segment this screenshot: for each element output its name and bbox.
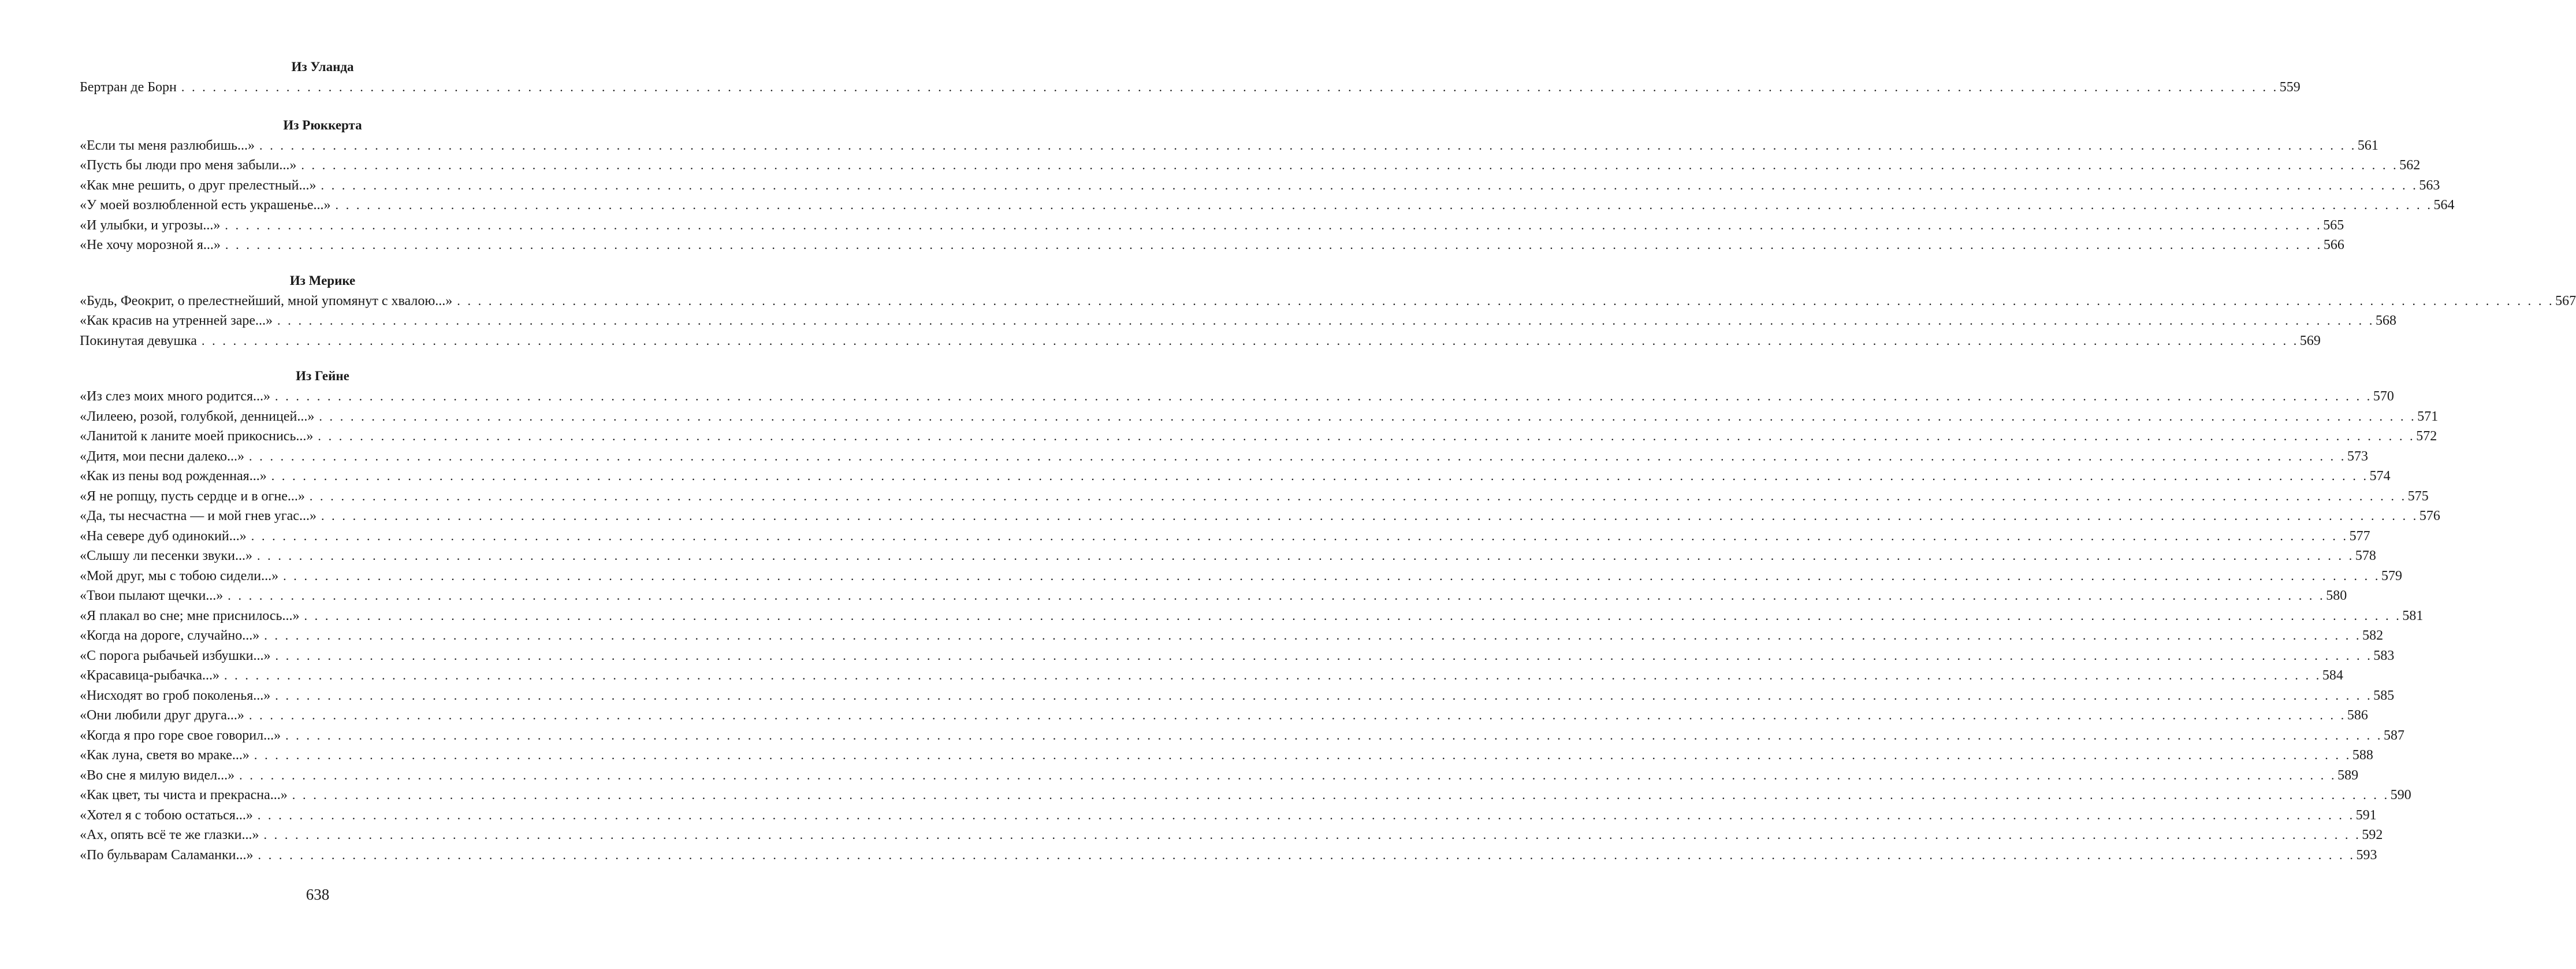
toc-entry: [80, 686, 2395, 706]
dot-leader: . . . . . . . . . . . . . . . . . . . . . . . . . . . . . . . . . . . . . . . . . . . . . . . . . . . . . . . . . . . . . . . . . . . . . . . . . . . . . . . . . . . . . . . . . . . . . . . . . . . . . . . . . . . . . . . . . . . . . . . . . . . . . . . . . . . . . . . . . . . . . . . . . . . . . . . . . . . . . . . . . . . . . . . . . . . . . . . . . . . . . . . . . . . . . . . . . . . . . . . .: [457, 293, 2555, 308]
entry-page-number: 581: [2402, 608, 2424, 623]
section-heading: Из Рюккерта: [283, 117, 362, 132]
entry-title: «Во сне я милую видел...»: [80, 767, 235, 783]
toc-entry: [80, 506, 2440, 526]
toc-entry: [80, 785, 2411, 805]
entry-page-number: 578: [2355, 548, 2376, 563]
entry-page-number: 591: [2355, 807, 2377, 823]
entry-title: «И улыбки, и угрозы...»: [80, 217, 221, 233]
entry-page-number: 567: [2555, 293, 2576, 309]
dot-leader: . . . . . . . . . . . . . . . . . . . . . . . . . . . . . . . . . . . . . . . . . . . . . . . . . . . . . . . . . . . . . . . . . . . . . . . . . . . . . . . . . . . . . . . . . . . . . . . . . . . . . . . . . . . . . . . . . . . . . . . . . . . . . . . . . . . . . . . . . . . . . . . . . . . . . . . . . . . . . . . . . . . . . . . . . . . . . . . . . . . . . . . . . . . . . . . . . . . . . . . .: [225, 217, 2322, 232]
entry-title: «Пусть бы люди про меня забыли...»: [80, 158, 297, 173]
entry-page-number: 566: [2323, 237, 2344, 253]
toc-entry: [80, 331, 2321, 351]
dot-leader: . . . . . . . . . . . . . . . . . . . . . . . . . . . . . . . . . . . . . . . . . . . . . . . . . . . . . . . . . . . . . . . . . . . . . . . . . . . . . . . . . . . . . . . . . . . . . . . . . . . . . . . . . . . . . . . . . . . . . . . . . . . . . . . . . . . . . . . . . . . . . . . . . . . . . . . . . . . . . . . . . . . . . . . . . . . . . . . . . . . . . . . . . . . . . . . . . . . . . . . .: [285, 727, 2383, 742]
entry-title: «Ах, опять всё те же глазки...»: [80, 827, 259, 842]
entry-title: «Ланитой к ланите моей прикоснись...»: [80, 429, 314, 444]
dot-leader: . . . . . . . . . . . . . . . . . . . . . . . . . . . . . . . . . . . . . . . . . . . . . . . . . . . . . . . . . . . . . . . . . . . . . . . . . . . . . . . . . . . . . . . . . . . . . . . . . . . . . . . . . . . . . . . . . . . . . . . . . . . . . . . . . . . . . . . . . . . . . . . . . . . . . . . . . . . . . . . . . . . . . . . . . . . . . . . . . . . . . . . . . . . . . . . . . . . . . . . .: [275, 688, 2373, 703]
entry-page-number: 564: [2433, 198, 2455, 213]
dot-leader: . . . . . . . . . . . . . . . . . . . . . . . . . . . . . . . . . . . . . . . . . . . . . . . . . . . . . . . . . . . . . . . . . . . . . . . . . . . . . . . . . . . . . . . . . . . . . . . . . . . . . . . . . . . . . . . . . . . . . . . . . . . . . . . . . . . . . . . . . . . . . . . . . . . . . . . . . . . . . . . . . . . . . . . . . . . . . . . . . . . . . . . . . . . . . . . . . . . . . . . .: [318, 429, 2415, 443]
entry-page-number: 575: [2407, 488, 2429, 504]
entry-title: «Нисходят во гроб поколенья...»: [80, 688, 271, 703]
entry-title: «Как цвет, ты чиста и прекрасна...»: [80, 788, 288, 803]
dot-leader: . . . . . . . . . . . . . . . . . . . . . . . . . . . . . . . . . . . . . . . . . . . . . . . . . . . . . . . . . . . . . . . . . . . . . . . . . . . . . . . . . . . . . . . . . . . . . . . . . . . . . . . . . . . . . . . . . . . . . . . . . . . . . . . . . . . . . . . . . . . . . . . . . . . . . . . . . . . . . . . . . . . . . . . . . . . . . . . . . . . . . . . . . . . . . . . . . . . . . . . .: [224, 668, 2321, 682]
dot-leader: . . . . . . . . . . . . . . . . . . . . . . . . . . . . . . . . . . . . . . . . . . . . . . . . . . . . . . . . . . . . . . . . . . . . . . . . . . . . . . . . . . . . . . . . . . . . . . . . . . . . . . . . . . . . . . . . . . . . . . . . . . . . . . . . . . . . . . . . . . . . . . . . . . . . . . . . . . . . . . . . . . . . . . . . . . . . . . . . . . . . . . . . . . . . . . . . . . . . . . . .: [254, 748, 2351, 762]
entry-page-number: 590: [2390, 788, 2411, 803]
entry-page-number: 587: [2384, 727, 2405, 743]
toc-entry: [80, 706, 2368, 726]
entry-title: «Они любили друг друга...»: [80, 708, 244, 723]
toc-entry: [80, 626, 2384, 646]
toc-section: [80, 57, 2300, 98]
entry-page-number: 573: [2347, 448, 2368, 464]
dot-leader: . . . . . . . . . . . . . . . . . . . . . . . . . . . . . . . . . . . . . . . . . . . . . . . . . . . . . . . . . . . . . . . . . . . . . . . . . . . . . . . . . . . . . . . . . . . . . . . . . . . . . . . . . . . . . . . . . . . . . . . . . . . . . . . . . . . . . . . . . . . . . . . . . . . . . . . . . . . . . . . . . . . . . . . . . . . . . . . . . . . . . . . . . . . . . . . . . . . . . . . .: [228, 588, 2325, 603]
toc-entry: [80, 586, 2347, 606]
toc-section: [80, 366, 2440, 865]
toc-entry: [80, 745, 2373, 766]
page-number: 638: [306, 886, 330, 903]
toc-entry: [80, 216, 2344, 236]
section-heading: Из Уланда: [291, 60, 354, 74]
dot-leader: . . . . . . . . . . . . . . . . . . . . . . . . . . . . . . . . . . . . . . . . . . . . . . . . . . . . . . . . . . . . . . . . . . . . . . . . . . . . . . . . . . . . . . . . . . . . . . . . . . . . . . . . . . . . . . . . . . . . . . . . . . . . . . . . . . . . . . . . . . . . . . . . . . . . . . . . . . . . . . . . . . . . . . . . . . . . . . . . . . . . . . . . . . . . . . . . . . . . . . . .: [275, 389, 2372, 403]
toc-entry: [80, 195, 2455, 216]
toc-entry: [80, 825, 2383, 845]
entry-page-number: 571: [2417, 409, 2439, 424]
entry-page-number: 577: [2349, 528, 2370, 544]
dot-leader: . . . . . . . . . . . . . . . . . . . . . . . . . . . . . . . . . . . . . . . . . . . . . . . . . . . . . . . . . . . . . . . . . . . . . . . . . . . . . . . . . . . . . . . . . . . . . . . . . . . . . . . . . . . . . . . . . . . . . . . . . . . . . . . . . . . . . . . . . . . . . . . . . . . . . . . . . . . . . . . . . . . . . . . . . . . . . . . . . . . . . . . . . . . . . . . . . . . . . . . .: [275, 648, 2373, 663]
toc-entry: [80, 487, 2429, 507]
toc-entry: [80, 155, 2421, 176]
toc-entry: [80, 606, 2424, 626]
entry-page-number: 583: [2373, 648, 2395, 663]
toc-entry: [80, 646, 2395, 666]
entry-title: «Как луна, светя во мраке...»: [80, 748, 250, 763]
entry-page-number: 562: [2399, 158, 2421, 173]
entry-title: «На севере дуб одинокий...»: [80, 528, 247, 544]
dot-leader: . . . . . . . . . . . . . . . . . . . . . . . . . . . . . . . . . . . . . . . . . . . . . . . . . . . . . . . . . . . . . . . . . . . . . . . . . . . . . . . . . . . . . . . . . . . . . . . . . . . . . . . . . . . . . . . . . . . . . . . . . . . . . . . . . . . . . . . . . . . . . . . . . . . . . . . . . . . . . . . . . . . . . . . . . . . . . . . . . . . . . . . . . . . . . . . . . . . . . . . .: [249, 448, 2346, 463]
dot-leader: . . . . . . . . . . . . . . . . . . . . . . . . . . . . . . . . . . . . . . . . . . . . . . . . . . . . . . . . . . . . . . . . . . . . . . . . . . . . . . . . . . . . . . . . . . . . . . . . . . . . . . . . . . . . . . . . . . . . . . . . . . . . . . . . . . . . . . . . . . . . . . . . . . . . . . . . . . . . . . . . . . . . . . . . . . . . . . . . . . . . . . . . . . . . . . . . . . . . . . . .: [301, 158, 2399, 172]
entry-page-number: 576: [2419, 508, 2440, 524]
toc-entry: [80, 311, 2396, 331]
entry-page-number: 559: [2279, 80, 2300, 95]
toc-entry: [80, 176, 2440, 196]
toc-entry: [80, 805, 2377, 826]
entry-title: «Если ты меня разлюбишь...»: [80, 138, 255, 153]
entry-title: «По бульварам Саламанки...»: [80, 847, 254, 863]
dot-leader: . . . . . . . . . . . . . . . . . . . . . . . . . . . . . . . . . . . . . . . . . . . . . . . . . . . . . . . . . . . . . . . . . . . . . . . . . . . . . . . . . . . . . . . . . . . . . . . . . . . . . . . . . . . . . . . . . . . . . . . . . . . . . . . . . . . . . . . . . . . . . . . . . . . . . . . . . . . . . . . . . . . . . . . . . . . . . . . . . . . . . . . . . . . . . . . . . . . . . . . .: [319, 409, 2417, 424]
dot-leader: . . . . . . . . . . . . . . . . . . . . . . . . . . . . . . . . . . . . . . . . . . . . . . . . . . . . . . . . . . . . . . . . . . . . . . . . . . . . . . . . . . . . . . . . . . . . . . . . . . . . . . . . . . . . . . . . . . . . . . . . . . . . . . . . . . . . . . . . . . . . . . . . . . . . . . . . . . . . . . . . . . . . . . . . . . . . . . . . . . . . . . . . . . . . . . . . . . . . . . . .: [277, 313, 2374, 328]
entry-title: «Да, ты несчастна — и мой гнев угас...»: [80, 508, 317, 524]
dot-leader: . . . . . . . . . . . . . . . . . . . . . . . . . . . . . . . . . . . . . . . . . . . . . . . . . . . . . . . . . . . . . . . . . . . . . . . . . . . . . . . . . . . . . . . . . . . . . . . . . . . . . . . . . . . . . . . . . . . . . . . . . . . . . . . . . . . . . . . . . . . . . . . . . . . . . . . . . . . . . . . . . . . . . . . . . . . . . . . . . . . . . . . . . . . . . . . . . . . . . . . .: [201, 333, 2299, 348]
dot-leader: . . . . . . . . . . . . . . . . . . . . . . . . . . . . . . . . . . . . . . . . . . . . . . . . . . . . . . . . . . . . . . . . . . . . . . . . . . . . . . . . . . . . . . . . . . . . . . . . . . . . . . . . . . . . . . . . . . . . . . . . . . . . . . . . . . . . . . . . . . . . . . . . . . . . . . . . . . . . . . . . . . . . . . . . . . . . . . . . . . . . . . . . . . . . . . . . . . . . . . . .: [321, 177, 2418, 192]
dot-leader: . . . . . . . . . . . . . . . . . . . . . . . . . . . . . . . . . . . . . . . . . . . . . . . . . . . . . . . . . . . . . . . . . . . . . . . . . . . . . . . . . . . . . . . . . . . . . . . . . . . . . . . . . . . . . . . . . . . . . . . . . . . . . . . . . . . . . . . . . . . . . . . . . . . . . . . . . . . . . . . . . . . . . . . . . . . . . . . . . . . . . . . . . . . . . . . . . . . . . . . .: [259, 138, 2357, 153]
entry-page-number: 580: [2326, 588, 2347, 603]
toc-entry: [80, 726, 2405, 746]
entry-page-number: 572: [2416, 429, 2437, 444]
toc-entry: [80, 77, 2300, 98]
dot-leader: . . . . . . . . . . . . . . . . . . . . . . . . . . . . . . . . . . . . . . . . . . . . . . . . . . . . . . . . . . . . . . . . . . . . . . . . . . . . . . . . . . . . . . . . . . . . . . . . . . . . . . . . . . . . . . . . . . . . . . . . . . . . . . . . . . . . . . . . . . . . . . . . . . . . . . . . . . . . . . . . . . . . . . . . . . . . . . . . . . . . . . . . . . . . . . . . . . . . . . . .: [283, 568, 2380, 583]
entry-page-number: 569: [2299, 333, 2321, 348]
toc-entry: [80, 466, 2391, 487]
entry-title: «Мой друг, мы с тобою сидели...»: [80, 568, 279, 584]
table-of-contents: [80, 57, 2576, 880]
entry-title: «Как красив на утренней заре...»: [80, 313, 273, 328]
toc-entry: [80, 845, 2377, 866]
toc-entry: [80, 546, 2376, 566]
entry-title: «Когда я про горе свое говорил...»: [80, 727, 281, 743]
toc-entry: [80, 136, 2378, 156]
dot-leader: . . . . . . . . . . . . . . . . . . . . . . . . . . . . . . . . . . . . . . . . . . . . . . . . . . . . . . . . . . . . . . . . . . . . . . . . . . . . . . . . . . . . . . . . . . . . . . . . . . . . . . . . . . . . . . . . . . . . . . . . . . . . . . . . . . . . . . . . . . . . . . . . . . . . . . . . . . . . . . . . . . . . . . . . . . . . . . . . . . . . . . . . . . . . . . . . . . . . . . . .: [258, 847, 2355, 862]
dot-leader: . . . . . . . . . . . . . . . . . . . . . . . . . . . . . . . . . . . . . . . . . . . . . . . . . . . . . . . . . . . . . . . . . . . . . . . . . . . . . . . . . . . . . . . . . . . . . . . . . . . . . . . . . . . . . . . . . . . . . . . . . . . . . . . . . . . . . . . . . . . . . . . . . . . . . . . . . . . . . . . . . . . . . . . . . . . . . . . . . . . . . . . . . . . . . . . . . . . . . . . .: [181, 80, 2279, 94]
dot-leader: . . . . . . . . . . . . . . . . . . . . . . . . . . . . . . . . . . . . . . . . . . . . . . . . . . . . . . . . . . . . . . . . . . . . . . . . . . . . . . . . . . . . . . . . . . . . . . . . . . . . . . . . . . . . . . . . . . . . . . . . . . . . . . . . . . . . . . . . . . . . . . . . . . . . . . . . . . . . . . . . . . . . . . . . . . . . . . . . . . . . . . . . . . . . . . . . . . . . . . . .: [335, 198, 2433, 212]
entry-title: «Твои пылают щечки...»: [80, 588, 224, 603]
dot-leader: . . . . . . . . . . . . . . . . . . . . . . . . . . . . . . . . . . . . . . . . . . . . . . . . . . . . . . . . . . . . . . . . . . . . . . . . . . . . . . . . . . . . . . . . . . . . . . . . . . . . . . . . . . . . . . . . . . . . . . . . . . . . . . . . . . . . . . . . . . . . . . . . . . . . . . . . . . . . . . . . . . . . . . . . . . . . . . . . . . . . . . . . . . . . . . . . . . . . . . . .: [248, 708, 2346, 722]
entry-page-number: 579: [2381, 568, 2402, 584]
entry-title: Покинутая девушка: [80, 333, 197, 348]
entry-page-number: 582: [2362, 628, 2384, 643]
dot-leader: . . . . . . . . . . . . . . . . . . . . . . . . . . . . . . . . . . . . . . . . . . . . . . . . . . . . . . . . . . . . . . . . . . . . . . . . . . . . . . . . . . . . . . . . . . . . . . . . . . . . . . . . . . . . . . . . . . . . . . . . . . . . . . . . . . . . . . . . . . . . . . . . . . . . . . . . . . . . . . . . . . . . . . . . . . . . . . . . . . . . . . . . . . . . . . . . . . . . . . . .: [239, 767, 2337, 782]
entry-title: «С порога рыбачьей избушки...»: [80, 648, 271, 663]
entry-title: «Не хочу морозной я...»: [80, 237, 221, 253]
dot-leader: . . . . . . . . . . . . . . . . . . . . . . . . . . . . . . . . . . . . . . . . . . . . . . . . . . . . . . . . . . . . . . . . . . . . . . . . . . . . . . . . . . . . . . . . . . . . . . . . . . . . . . . . . . . . . . . . . . . . . . . . . . . . . . . . . . . . . . . . . . . . . . . . . . . . . . . . . . . . . . . . . . . . . . . . . . . . . . . . . . . . . . . . . . . . . . . . . . . . . . . .: [271, 469, 2369, 483]
entry-title: «Я плакал во сне; мне приснилось...»: [80, 608, 300, 623]
entry-page-number: 570: [2373, 389, 2394, 404]
section-heading: Из Гейне: [296, 369, 349, 383]
entry-title: «Будь, Феокрит, о прелестнейший, мной упомянут с хвалою...»: [80, 293, 453, 309]
entry-title: «Лилеею, розой, голубкой, денницей...»: [80, 409, 315, 424]
dot-leader: . . . . . . . . . . . . . . . . . . . . . . . . . . . . . . . . . . . . . . . . . . . . . . . . . . . . . . . . . . . . . . . . . . . . . . . . . . . . . . . . . . . . . . . . . . . . . . . . . . . . . . . . . . . . . . . . . . . . . . . . . . . . . . . . . . . . . . . . . . . . . . . . . . . . . . . . . . . . . . . . . . . . . . . . . . . . . . . . . . . . . . . . . . . . . . . . . . . . . . . .: [264, 628, 2362, 643]
entry-title: «Я не ропщу, пусть сердце и в огне...»: [80, 488, 305, 504]
dot-leader: . . . . . . . . . . . . . . . . . . . . . . . . . . . . . . . . . . . . . . . . . . . . . . . . . . . . . . . . . . . . . . . . . . . . . . . . . . . . . . . . . . . . . . . . . . . . . . . . . . . . . . . . . . . . . . . . . . . . . . . . . . . . . . . . . . . . . . . . . . . . . . . . . . . . . . . . . . . . . . . . . . . . . . . . . . . . . . . . . . . . . . . . . . . . . . . . . . . . . . . .: [304, 608, 2402, 623]
dot-leader: . . . . . . . . . . . . . . . . . . . . . . . . . . . . . . . . . . . . . . . . . . . . . . . . . . . . . . . . . . . . . . . . . . . . . . . . . . . . . . . . . . . . . . . . . . . . . . . . . . . . . . . . . . . . . . . . . . . . . . . . . . . . . . . . . . . . . . . . . . . . . . . . . . . . . . . . . . . . . . . . . . . . . . . . . . . . . . . . . . . . . . . . . . . . . . . . . . . . . . . .: [256, 548, 2354, 563]
toc-entry: [80, 407, 2439, 427]
entry-page-number: 584: [2322, 668, 2343, 683]
entry-title: «Как мне решить, о друг прелестный...»: [80, 177, 317, 193]
dot-leader: . . . . . . . . . . . . . . . . . . . . . . . . . . . . . . . . . . . . . . . . . . . . . . . . . . . . . . . . . . . . . . . . . . . . . . . . . . . . . . . . . . . . . . . . . . . . . . . . . . . . . . . . . . . . . . . . . . . . . . . . . . . . . . . . . . . . . . . . . . . . . . . . . . . . . . . . . . . . . . . . . . . . . . . . . . . . . . . . . . . . . . . . . . . . . . . . . . . . . . . .: [321, 508, 2418, 523]
entry-title: «Слышу ли песенки звуки...»: [80, 548, 252, 563]
dot-leader: . . . . . . . . . . . . . . . . . . . . . . . . . . . . . . . . . . . . . . . . . . . . . . . . . . . . . . . . . . . . . . . . . . . . . . . . . . . . . . . . . . . . . . . . . . . . . . . . . . . . . . . . . . . . . . . . . . . . . . . . . . . . . . . . . . . . . . . . . . . . . . . . . . . . . . . . . . . . . . . . . . . . . . . . . . . . . . . . . . . . . . . . . . . . . . . . . . . . . . . .: [251, 528, 2348, 543]
entry-page-number: 593: [2356, 847, 2377, 863]
entry-page-number: 589: [2337, 767, 2359, 783]
entry-page-number: 561: [2357, 138, 2378, 153]
toc-entry: [80, 766, 2359, 786]
entry-title: «Как из пены вод рожденная...»: [80, 469, 267, 484]
dot-leader: . . . . . . . . . . . . . . . . . . . . . . . . . . . . . . . . . . . . . . . . . . . . . . . . . . . . . . . . . . . . . . . . . . . . . . . . . . . . . . . . . . . . . . . . . . . . . . . . . . . . . . . . . . . . . . . . . . . . . . . . . . . . . . . . . . . . . . . . . . . . . . . . . . . . . . . . . . . . . . . . . . . . . . . . . . . . . . . . . . . . . . . . . . . . . . . . . . . . . . . .: [257, 807, 2355, 822]
entry-title: «Когда на дороге, случайно...»: [80, 628, 260, 643]
toc-entry: [80, 387, 2394, 407]
entry-title: «Красавица-рыбачка...»: [80, 668, 219, 683]
dot-leader: . . . . . . . . . . . . . . . . . . . . . . . . . . . . . . . . . . . . . . . . . . . . . . . . . . . . . . . . . . . . . . . . . . . . . . . . . . . . . . . . . . . . . . . . . . . . . . . . . . . . . . . . . . . . . . . . . . . . . . . . . . . . . . . . . . . . . . . . . . . . . . . . . . . . . . . . . . . . . . . . . . . . . . . . . . . . . . . . . . . . . . . . . . . . . . . . . . . . . . . .: [292, 788, 2389, 802]
entry-page-number: 586: [2347, 708, 2368, 723]
toc-entry: [80, 426, 2437, 447]
entry-title: Бертран де Борн: [80, 80, 177, 95]
dot-leader: . . . . . . . . . . . . . . . . . . . . . . . . . . . . . . . . . . . . . . . . . . . . . . . . . . . . . . . . . . . . . . . . . . . . . . . . . . . . . . . . . . . . . . . . . . . . . . . . . . . . . . . . . . . . . . . . . . . . . . . . . . . . . . . . . . . . . . . . . . . . . . . . . . . . . . . . . . . . . . . . . . . . . . . . . . . . . . . . . . . . . . . . . . . . . . . . . . . . . . . .: [225, 237, 2322, 252]
toc-entry: [80, 566, 2402, 586]
toc-entry: [80, 447, 2368, 467]
toc-section: [80, 115, 2455, 255]
entry-title: «Хотел я с тобою остаться...»: [80, 807, 253, 823]
entry-page-number: 585: [2373, 688, 2395, 703]
toc-entry: [80, 666, 2343, 686]
entry-page-number: 574: [2369, 469, 2391, 484]
section-heading: Из Мерике: [289, 273, 356, 288]
entry-page-number: 563: [2419, 177, 2440, 193]
dot-leader: . . . . . . . . . . . . . . . . . . . . . . . . . . . . . . . . . . . . . . . . . . . . . . . . . . . . . . . . . . . . . . . . . . . . . . . . . . . . . . . . . . . . . . . . . . . . . . . . . . . . . . . . . . . . . . . . . . . . . . . . . . . . . . . . . . . . . . . . . . . . . . . . . . . . . . . . . . . . . . . . . . . . . . . . . . . . . . . . . . . . . . . . . . . . . . . . . . . . . . . .: [263, 827, 2361, 842]
entry-title: «У моей возлюбленной есть украшенье...»: [80, 198, 331, 213]
toc-entry: [80, 291, 2576, 311]
entry-page-number: 588: [2352, 748, 2373, 763]
entry-page-number: 565: [2323, 217, 2344, 233]
toc-entry: [80, 526, 2370, 547]
entry-title: «Из слез моих много родится...»: [80, 389, 271, 404]
entry-title: «Дитя, мои песни далеко...»: [80, 448, 245, 464]
toc-entry: [80, 235, 2344, 255]
entry-page-number: 568: [2375, 313, 2396, 328]
dot-leader: . . . . . . . . . . . . . . . . . . . . . . . . . . . . . . . . . . . . . . . . . . . . . . . . . . . . . . . . . . . . . . . . . . . . . . . . . . . . . . . . . . . . . . . . . . . . . . . . . . . . . . . . . . . . . . . . . . . . . . . . . . . . . . . . . . . . . . . . . . . . . . . . . . . . . . . . . . . . . . . . . . . . . . . . . . . . . . . . . . . . . . . . . . . . . . . . . . . . . . . .: [309, 488, 2407, 503]
toc-section: [80, 270, 2576, 351]
entry-page-number: 592: [2362, 827, 2383, 842]
